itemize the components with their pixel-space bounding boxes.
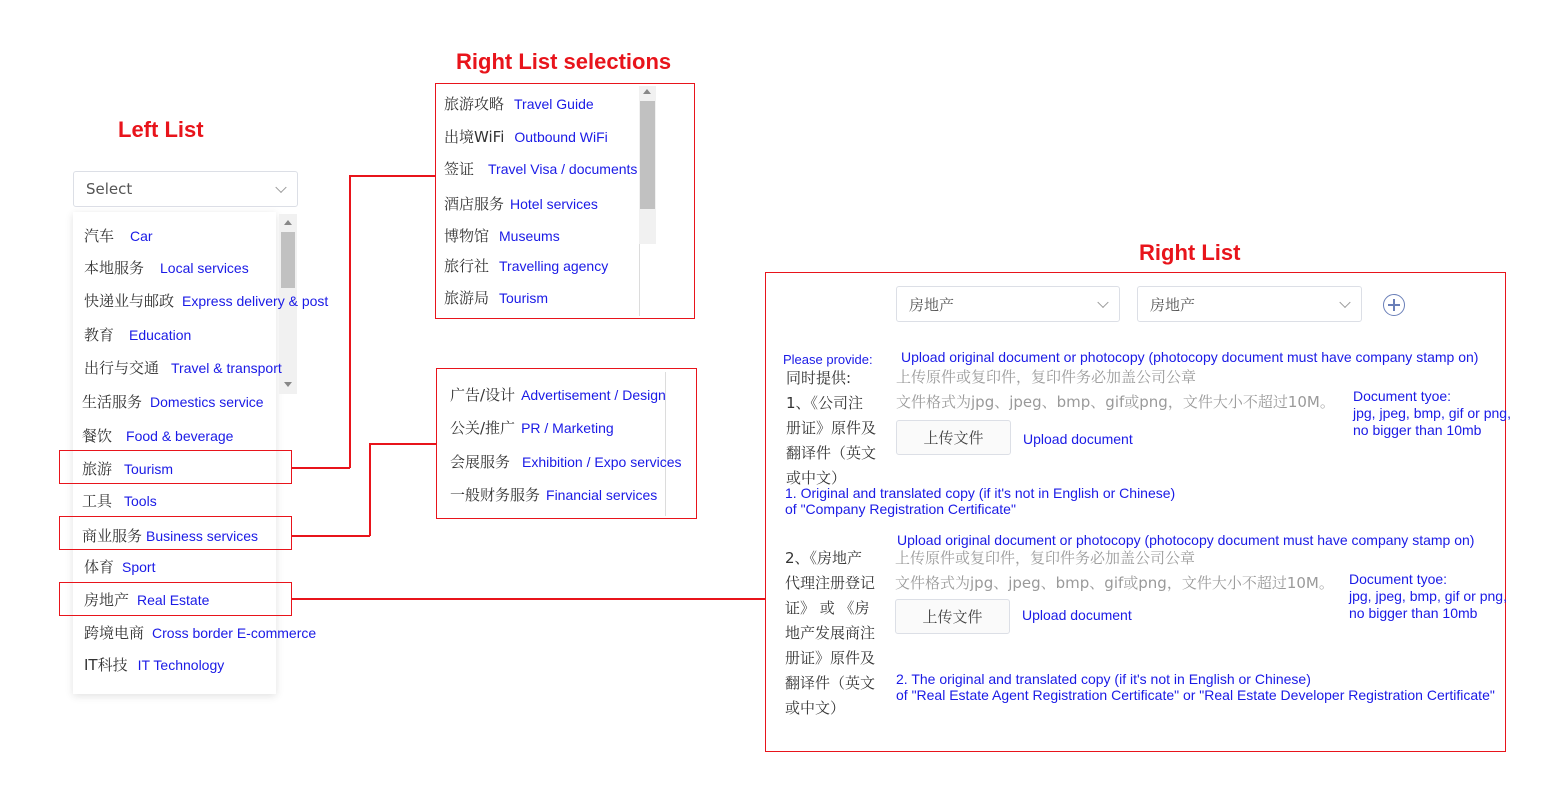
doc2-caption-line-1: 2. The original and translated copy (if it's not in English or Chinese) xyxy=(896,671,1311,687)
doc2-upload-hint-zh: 上传原件或复印件，复印件务必加盖公司公章 xyxy=(895,549,1196,567)
left-item-food-beverage[interactable]: 餐饮 Food & beverage xyxy=(82,427,234,445)
left-item-local-services[interactable]: 本地服务 Local services xyxy=(84,259,249,277)
left-item-domestics-service[interactable]: 生活服务 Domestics service xyxy=(82,393,264,411)
doc2-caption-line-2: of "Real Estate Agent Registration Certificate" or "Real Estate Developer Registration Certificate" xyxy=(896,687,1495,703)
doc1-doc-type-size: no bigger than 10mb xyxy=(1353,422,1482,438)
doc2-label-line-3: 证》 或 《房 xyxy=(785,599,870,617)
doc1-caption-line-1: 1. Original and translated copy (if it's not in English or Chinese) xyxy=(785,485,1176,501)
business-item-pr-marketing[interactable]: 公关/推广 PR / Marketing xyxy=(450,419,614,437)
chevron-down-icon xyxy=(275,182,286,193)
real-estate-highlight-box xyxy=(59,582,292,616)
doc1-upload-hint-zh: 上传原件或复印件，复印件务必加盖公司公章 xyxy=(896,368,1197,386)
scroll-up-arrow-icon[interactable] xyxy=(284,220,292,225)
left-item-car[interactable]: 汽车 Car xyxy=(84,227,153,245)
scroll-up-arrow-icon[interactable] xyxy=(643,89,651,94)
doc1-label-line-1: 1、《公司注 xyxy=(786,394,864,412)
business-item-advertisement[interactable]: 广告/设计 Advertisement / Design xyxy=(450,386,666,404)
business-services-highlight-box xyxy=(59,516,292,550)
doc2-label-line-2: 代理注册登记 xyxy=(785,574,876,592)
tourism-connector xyxy=(292,467,350,469)
doc1-label-line-4: 或中文） xyxy=(786,469,847,487)
left-item-travel-transport[interactable]: 出行与交通 Travel & transport xyxy=(84,359,282,377)
doc2-doc-type-size: no bigger than 10mb xyxy=(1349,605,1478,621)
also-provide-label: 同时提供: xyxy=(786,369,852,387)
doc2-format-zh: 文件格式为jpg、jpeg、bmp、gif或png，文件大小不超过10M。 xyxy=(895,574,1334,592)
tourism-item-travelling-agency[interactable]: 旅行社 Travelling agency xyxy=(444,257,609,275)
doc1-upload-hint-en: Upload original document or photocopy (photocopy document must have company stamp on) xyxy=(901,349,1479,365)
scroll-down-arrow-icon[interactable] xyxy=(284,382,292,387)
tourism-scrollbar-thumb[interactable] xyxy=(640,101,655,209)
left-item-it-technology[interactable]: IT科技 IT Technology xyxy=(84,656,225,674)
doc1-label-line-2: 册证》原件及 xyxy=(786,419,877,437)
doc2-label-line-4: 地产发展商注 xyxy=(785,624,876,642)
doc2-upload-button[interactable]: 上传文件 xyxy=(895,599,1010,634)
tourism-highlight-box xyxy=(59,450,292,484)
tourism-item-tourism-bureau[interactable]: 旅游局 Tourism xyxy=(444,289,549,307)
tourism-item-travel-guide[interactable]: 旅游攻略 Travel Guide xyxy=(444,95,594,113)
doc2-doc-type-formats: jpg, jpeg, bmp, gif or png, xyxy=(1349,588,1507,604)
doc2-label-line-1: 2、《房地产 xyxy=(785,549,863,567)
left-category-select[interactable] xyxy=(73,171,298,207)
tourism-connector-vertical xyxy=(349,175,351,468)
left-item-cross-border[interactable]: 跨境电商 Cross border E-commerce xyxy=(84,624,317,642)
chevron-down-icon xyxy=(1097,297,1108,308)
tourism-item-hotel-services[interactable]: 酒店服务 Hotel services xyxy=(444,195,598,213)
category-select-1[interactable] xyxy=(896,286,1120,322)
business-item-financial[interactable]: 一般财务服务 Financial services xyxy=(450,486,658,504)
doc1-format-zh: 文件格式为jpg、jpeg、bmp、gif或png，文件大小不超过10M。 xyxy=(896,393,1335,411)
doc2-label-line-5: 册证》原件及 xyxy=(785,649,876,667)
left-list-heading: Left List xyxy=(118,117,204,142)
doc2-label-line-7: 或中文） xyxy=(785,699,846,717)
left-item-sport[interactable]: 体育 Sport xyxy=(84,558,156,576)
tourism-divider xyxy=(639,244,640,316)
right-list-selections-heading: Right List selections xyxy=(456,49,672,74)
doc1-doc-type-title: Document tyoe: xyxy=(1353,388,1452,404)
right-list-heading: Right List xyxy=(1139,240,1241,265)
tourism-item-outbound-wifi[interactable]: 出境WiFi Outbound WiFi xyxy=(444,128,608,146)
chevron-down-icon xyxy=(1339,297,1350,308)
business-connector-top xyxy=(369,443,437,445)
select-1-value: 房地产 xyxy=(909,295,955,314)
tourism-connector-top xyxy=(349,175,436,177)
business-connector-vertical xyxy=(369,443,371,536)
left-item-business-services[interactable]: 商业服务 Business services xyxy=(82,527,259,545)
left-item-real-estate[interactable]: 房地产 Real Estate xyxy=(84,591,210,609)
doc1-upload-en: Upload document xyxy=(1023,431,1133,447)
doc1-upload-button[interactable]: 上传文件 xyxy=(896,420,1011,455)
tourism-item-travel-visa[interactable]: 签证 Travel Visa / documents xyxy=(444,160,638,178)
doc2-label-line-6: 翻译件（英文 xyxy=(785,674,876,692)
left-item-tourism[interactable]: 旅游 Tourism xyxy=(82,460,174,478)
doc2-upload-hint-en: Upload original document or photocopy (photocopy document must have company stamp on) xyxy=(897,532,1475,548)
business-item-exhibition[interactable]: 会展服务 Exhibition / Expo services xyxy=(450,453,682,471)
doc2-doc-type-title: Document tyoe: xyxy=(1349,571,1448,587)
select-placeholder: Select xyxy=(86,180,133,198)
business-connector xyxy=(292,535,370,537)
add-circle-icon[interactable] xyxy=(1383,294,1405,316)
left-scrollbar-thumb[interactable] xyxy=(281,232,295,288)
please-provide-label: Please provide: xyxy=(783,352,873,367)
left-item-tools[interactable]: 工具 Tools xyxy=(82,492,157,510)
left-item-express-delivery[interactable]: 快递业与邮政 Express delivery & post xyxy=(84,292,329,310)
select-2-value: 房地产 xyxy=(1150,295,1196,314)
doc1-label-line-3: 翻译件（英文 xyxy=(786,444,877,462)
left-item-education[interactable]: 教育 Education xyxy=(84,326,192,344)
doc1-doc-type-formats: jpg, jpeg, bmp, gif or png, xyxy=(1353,405,1511,421)
doc2-upload-en: Upload document xyxy=(1022,607,1132,623)
real-estate-connector xyxy=(292,598,766,600)
tourism-item-museums[interactable]: 博物馆 Museums xyxy=(444,227,560,245)
doc1-caption-line-2: of "Company Registration Certificate" xyxy=(785,501,1016,517)
category-select-2[interactable] xyxy=(1137,286,1362,322)
